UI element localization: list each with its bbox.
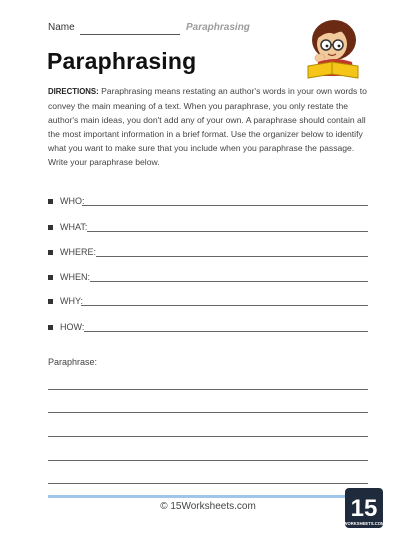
question-when <box>48 272 368 286</box>
question-where <box>48 247 368 261</box>
15-worksheets-logo <box>343 486 385 530</box>
answer-line[interactable] <box>84 331 368 332</box>
footer-copyright: © 15Worksheets.com <box>160 501 256 512</box>
question-label: WHAT: <box>60 222 88 232</box>
bullet-icon <box>48 250 53 255</box>
answer-line[interactable] <box>81 305 368 306</box>
question-label: WHERE: <box>60 247 96 257</box>
question-why <box>48 296 368 310</box>
question-who <box>48 196 368 210</box>
paraphrase-line[interactable] <box>48 460 368 461</box>
answer-line[interactable] <box>82 205 368 206</box>
bullet-icon <box>48 225 53 230</box>
directions-text: Paraphrasing means restating an author's words in your own words to convey the main meaning of a text. When you paraphrase, you only restate the author's main ideas, you don't add any of your own. A paraphrase should contain all the most important information in a brief format. Use the organizer below to identify what you want to make sure that you include when you paraphrase the passage. Write your paraphrase below. <box>48 86 367 167</box>
paraphrase-line[interactable] <box>48 483 368 484</box>
page-title: Paraphrasing <box>47 48 197 74</box>
answer-line[interactable] <box>96 256 368 257</box>
name-input-line[interactable] <box>80 34 180 35</box>
girl-reading-icon <box>298 16 370 80</box>
paraphrase-label: Paraphrase: <box>48 357 98 367</box>
logo-word: WORKSHEETS.COM <box>343 521 385 526</box>
answer-line[interactable] <box>87 231 368 232</box>
question-label: WHEN: <box>60 272 90 282</box>
paraphrase-line[interactable] <box>48 436 368 437</box>
question-how <box>48 322 368 336</box>
name-label: Name <box>48 22 75 33</box>
bullet-icon <box>48 325 53 330</box>
directions-label: DIRECTIONS: <box>48 87 99 96</box>
answer-line[interactable] <box>90 281 368 282</box>
directions-paragraph <box>48 84 370 169</box>
footer-divider <box>48 495 368 498</box>
bullet-icon <box>48 199 53 204</box>
question-what <box>48 222 368 236</box>
paraphrase-line[interactable] <box>48 389 368 390</box>
logo-number: 15 <box>350 495 378 522</box>
paraphrase-line[interactable] <box>48 412 368 413</box>
question-label: WHY: <box>60 296 84 306</box>
bullet-icon <box>48 275 53 280</box>
bullet-icon <box>48 299 53 304</box>
subject-label: Paraphrasing <box>186 22 250 33</box>
question-label: HOW: <box>60 322 85 332</box>
question-label: WHO: <box>60 196 85 206</box>
